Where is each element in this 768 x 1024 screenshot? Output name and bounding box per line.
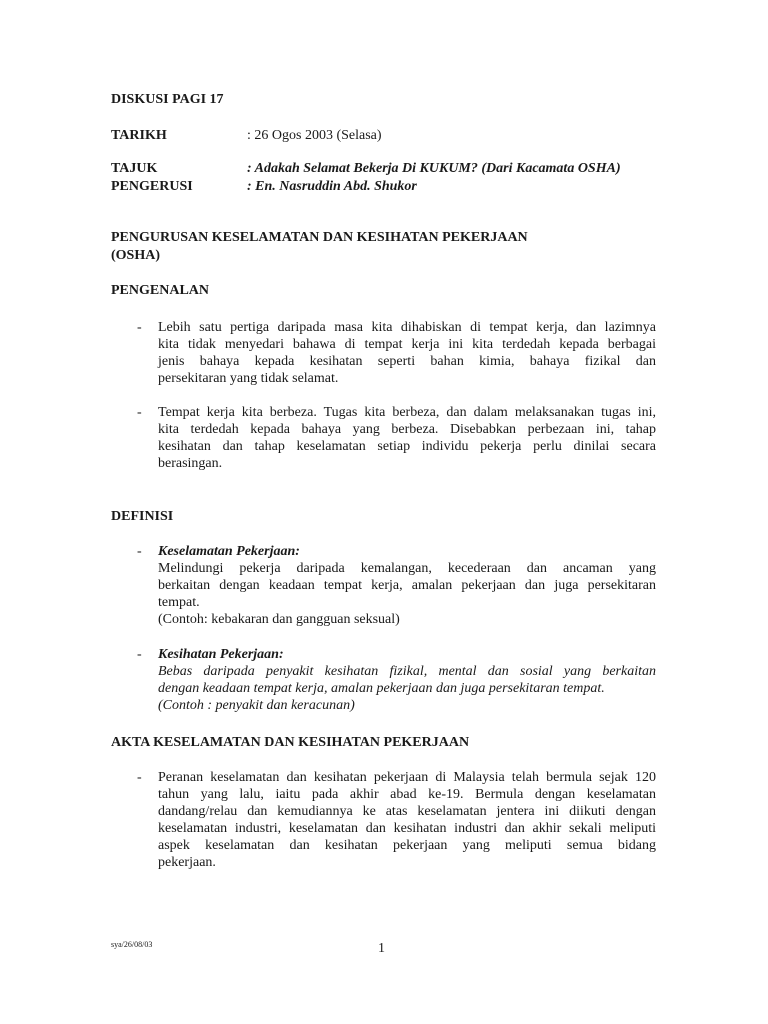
text-line: (Contoh : penyakit dan keracunan): [158, 698, 355, 713]
list-item-intro-1: [158, 319, 656, 387]
list-item-act-1: [158, 769, 656, 871]
text-line: keselamatan industri, keselamatan dan kesihatan industri dan akhir sekali meliputi: [158, 821, 656, 836]
text-line: tempat.: [158, 595, 200, 610]
text-line: persekitaran yang tidak selamat.: [158, 371, 339, 386]
list-item-definition-1: [158, 543, 656, 628]
text-line: Melindungi pekerja daripada kemalangan, kecederaan dan ancaman yang: [158, 561, 656, 576]
definition-term: Keselamatan Pekerjaan:: [158, 544, 300, 559]
section-heading-act: AKTA KESELAMATAN DAN KESIHATAN PEKERJAAN: [111, 735, 470, 750]
text-line: Tempat kerja kita berbeza. Tugas kita berbeza, dan dalam melaksanakan tugas ini,: [158, 405, 656, 420]
list-bullet: -: [137, 544, 142, 559]
text-line: berkaitan dengan keadaan tempat kerja, amalan pekerjaan dan juga persekitaran: [158, 578, 656, 593]
text-line: pekerjaan.: [158, 855, 216, 870]
text-line: kita terdedah kepada bahaya yang berbeza. Disebabkan perbezaan ini, tahap: [158, 422, 656, 437]
text-line: tahun yang lalu, iaitu pada akhir abad ke-19. Bermula dengan keselamatan: [158, 787, 656, 802]
discussion-title: DISKUSI PAGI 17: [111, 92, 224, 107]
text-line: dandang/relau dan kemudiannya ke atas keselamatan jentera ini diikuti dengan: [158, 804, 656, 819]
list-bullet: -: [137, 405, 142, 420]
footer-reference: sya/26/08/03: [111, 940, 153, 949]
list-bullet: -: [137, 647, 142, 662]
section-heading-intro: PENGENALAN: [111, 283, 210, 298]
section-heading-definitions: DEFINISI: [111, 509, 174, 524]
list-bullet: -: [137, 770, 142, 785]
topic-value: : Adakah Selamat Bekerja Di KUKUM? (Dari Kacamata OSHA): [247, 161, 621, 176]
text-line: dengan keadaan tempat kerja, amalan pekerjaan dan juga persekitaran tempat.: [158, 681, 605, 696]
list-item-definition-2: [158, 646, 656, 714]
main-heading-line2: (OSHA): [111, 248, 160, 263]
text-line: Peranan keselamatan dan kesihatan pekerjaan di Malaysia telah bermula sejak 120: [158, 770, 656, 785]
date-value: : 26 Ogos 2003 (Selasa): [247, 128, 382, 143]
list-bullet: -: [137, 320, 142, 335]
text-line: (Contoh: kebakaran dan gangguan seksual): [158, 612, 400, 627]
text-line: kita tidak menyedari bahawa di tempat kerja ini kita terdedah kepada berbagai: [158, 337, 656, 352]
topic-label: TAJUK: [111, 161, 158, 176]
page-number: 1: [378, 941, 385, 956]
list-item-intro-2: [158, 404, 656, 472]
text-line: kesihatan dan tahap keselamatan setiap individu pekerja perlu dinilai secara: [158, 439, 656, 454]
text-line: berasingan.: [158, 456, 223, 471]
text-line: jenis bahaya kepada kesihatan seperti bahan kimia, bahaya fizikal dan: [158, 354, 656, 369]
text-line: Lebih satu pertiga daripada masa kita dihabiskan di tempat kerja, dan lazimnya: [158, 320, 656, 335]
chair-value: : En. Nasruddin Abd. Shukor: [247, 179, 417, 194]
chair-label: PENGERUSI: [111, 179, 193, 194]
definition-term: Kesihatan Pekerjaan:: [158, 647, 284, 662]
text-line: aspek keselamatan dan kesihatan pekerjaan yang meliputi semua bidang: [158, 838, 656, 853]
text-line: Bebas daripada penyakit kesihatan fizikal, mental dan sosial yang berkaitan: [158, 664, 656, 679]
main-heading-line1: PENGURUSAN KESELAMATAN DAN KESIHATAN PEKERJAAN: [111, 230, 528, 245]
date-label: TARIKH: [111, 128, 167, 143]
